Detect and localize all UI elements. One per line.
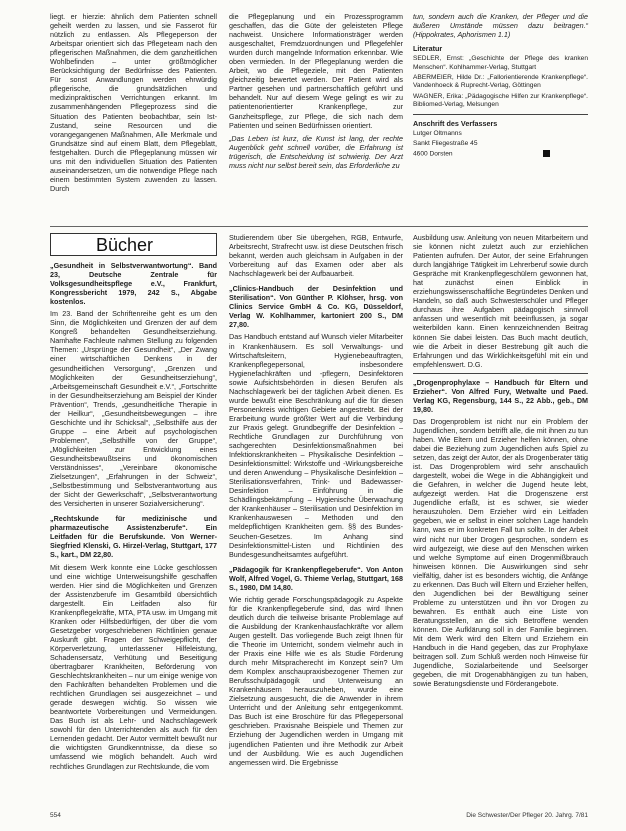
books-heading: Bücher	[96, 235, 154, 255]
top-column-1	[50, 12, 217, 195]
literature-item: WAGNER, Erika: „Pädagogische Hilfen zur Krankenpflege“. Bibliomed-Verlag, Melsungen	[413, 92, 588, 109]
review-title: „Drogenprophylaxe – Handbuch für Eltern und Erzieher“. Von Alfred Fury, Wetwalte und Paed. Verlag KG, Regensburg, 144 S., 22 Abb., geb., DM 19,80.	[413, 377, 588, 414]
end-mark-icon	[543, 150, 550, 157]
top-column-3	[413, 12, 588, 161]
divider	[413, 373, 588, 374]
review-body: Das Drogenproblem ist nicht nur ein Problem der Jugendlichen, sondern betrifft alle, die mit ihnen zu tun haben. Wie Eltern und Erzieher helfen können, ohne dabei die Beziehung zum Jugendlichen aufs Spiel zu setzen, das zeigt der Autor, der als Drogenberater tätig ist. Das Drogenproblem wird sehr anschaulich dargestellt, wobei die Wege in die Abhängigkeit und die Gefahren, in welcher die Jugend heute lebt, aufgezeigt werden. Hat die Drogenszene erst Jugendliche erfaßt, ist es schwer, sie wieder herauszuholen. Dem Erzieher wird ein Leitfaden gegeben, wie er selbst in einer solchen Lage handeln kann, was er im konkreten Fall tun sollte. In der Arbeit wird nicht nur über Drogen gesprochen, sondern es wird aufgezeigt, wie diese auf den Menschen wirken und welche Symptome auf einen Drogenmißbrauch hinweisen können. Die Auswirkungen sind sehr vielfältig, daher ist es besonders wichtig, die Anfänge zu erkennen. Das Buch will Eltern und Erzieher helfen, den Jugendlichen bei der Bewältigung seiner Probleme zu unterstützen und ihn vor Drogen zu bewahren. Es enthält auch eine Liste von Beratungsstellen, an die sich Betroffene wenden können. Die Aufklärung soll in der Familie beginnen. Mit dem Werk wird den Eltern und Erziehern ein Handbuch in die Hand gegeben, das zur Prophylaxe beitragen soll. Zum Schluß werden noch Hinweise für Jugendliche, Sozialarbeitende und Seelsorger gegeben, die mit Drogenabhängigen zu tun haben, sowie Beratungsdienste und Förderangebote.	[413, 416, 588, 689]
books-heading-box	[50, 233, 217, 256]
review-body: Im 23. Band der Schriftenreihe geht es um den Sinn, die Möglichkeiten und Grenzen der auf dem Kongreß behandelten Gesundheitserziehung. Namhafte Fachleute nahmen Stellung zu folgenden Themen: „Ursprünge der Gesundheit“, „Der Zwang einer wirtschaftlichen Denkens in der gesundheitlichen Versorgung“, „Grenzen und Möglichkeiten der Gesundheitserziehung“, „Arbeitsgemeinschaft Gesundheit e.V.“, „Fortschritte in der Gesundheitserziehung am Beispiel der Kinder Prävention“, Trends, „gesundheitliche Therapie in der Heilkur“, „Gesundheitsbewegungen – ihre Geschichte und ihr Schicksal“, „Selbsthilfe aus der Gruppe – eine Arbeit auf psychologischen Problemen“, „Selbsthilfe von der Gruppe“, „Möglichkeiten zur Entwicklung eines Gesundheitsbewußtseins und ökonomischen Verständnisses“, „Vereinbare ökonomische Zielsetzungen“, „Erfahrungen in der Schweiz“, „Selbstbestimmung und Selbstverantwortung aus der Sicht der Gewerkschaft“, „Selbstverantwortung des Versicherten in unserer Sozialversicherung“.	[50, 309, 217, 509]
review-body: Das Handbuch entstand auf Wunsch vieler Mitarbeiter in Krankenhäusern. Es soll Verwaltungs- und Wirtschaftsleitern, Hygienebeauftragten, Krankenpflegepersonal, insbesondere Hygienefachkräften und -pflegern, Desinfektoren sowie Aufsichtsbehörden in diesen Berufen als Nachschlagewerk bei der täglichen Arbeit dienen. Es wurde bewußt eine Beschränkung auf die für diesen Personenkreis wichtigen Gebiete angestrebt. Bei der Erarbeitung wurde größter Wert auf die Verbindung zur Praxis gelegt. Grundbegriffe der Desinfektion – Rechtliche Grundlagen zur Durchführung von sachgerechten Desinfektionsmaßnahmen bei Infektionskrankheiten – Physikalische Desinfektion – Desinfektionsmittel: Wirkstoffe und -Wirkungsbereiche und deren Anwendung – Physikalische Desinfektion – Sterilisationsverfahren, Trink- und Badewasser-Desinfektion – Einführung in die Schädlingsbekämpfung – Hygienische Überwachung der Krankenhäuser – Sterilisation und Desinfektion im Krankenhauswesen – Methoden und den meldepflichtigen Krankheiten gem. §§ des Bundes-Seuchen-Gesetzes. Im Anhang sind Desinfektionsmittel-Listen und Richtlinien des Bundesgesundheitsamtes aufgeführt.	[229, 332, 403, 559]
author-line: Sankt Fliegestraße 45	[413, 140, 478, 148]
top-column-2	[229, 12, 403, 172]
review-title: „Gesundheit in Selbstverwantwortung“. Band 23, Deutsche Zentrale für Volksgesundheitspflege e.V., Frankfurt, Kongressbericht 1979, 242 S., Abgabe kostenlos.	[50, 261, 217, 307]
top-col2-text: die Pflegeplanung und ein Prozessprogramm geschaffen, das die Güte der geleisteten Pflege nachweist. Unsichere Informationsträger werden ausgeschaltet, Fremdzuordnungen und Pflegefehler wurden durch mangelnde Information erkennbar. Wie oben vermieden. In der Pflegeplanung werden die Arbeit, wo die Pflegeziele, mit den Patienten gleichzeitig bewertet werden. Der Patient wird als Partner gesehen und partnerschaftlich geführt und behandelt. Nur auf diesem Wege gelingt es wir zu patientenorientierter Krankenpflege, zur Ganzheitspflege, zur Pflege, die sich nach dem Patienten und seinen Bedürfnissen orientiert.	[229, 12, 403, 130]
divider	[413, 114, 588, 115]
literature-title: Literatur	[413, 44, 443, 54]
literature-item: SEDLER, Ernst: „Geschichte der Pflege des kranken Menschen“. Kohlhammer-Verlag, Stuttgart	[413, 55, 588, 71]
page-number: 554	[50, 812, 61, 819]
literature-item: ABERMEIER, Hilde Dr.: „Fallorientierende Krankenpflege“. Vandenhoeck & Ruprecht-Verlag, Göttingen	[413, 74, 588, 90]
lower-column-3	[413, 233, 588, 690]
top-col1-text: liegt. er hierzie: ähnlich dem Patienten schnell geheilt werden zu lassen, und sie Fasserot für nützlich zu entlassen. Als Pflegeperson der Arbeitspar orientiert sich das Pflegeteam nach den pflegerischen Maßnahmen, die dem ganzheitlichen Wohlbefinden – unter größtmöglicher Berücksichtigung der Bedürfnisse des Patienten. Für sonst Anwandlungen werden ehrwürdig pflegerische, die grundsätzlichen und medizinpraktischen Verrichtungen erkannt. Im zusammenhängenden Pflegeprozess sind die Situation des Patienten beobachtbar, sein Ist-Zustand, seine Resourcen und die vorangegangenen Maßnahmen, Alle Merkmale und Grundsätze sind auf einem Blatt, dem Pflegeblatt, festgehalten. Durch die Pflegeplanung müssen wir uns mit den individuellen Situation des Patienten auseinandersetzen, um die notwendige Pflege nach einem bestimmten System zuwenden zu lassen. Durch	[50, 12, 217, 193]
review-title: „Pädagogik für Krankenpflegeberufe“. Von Anton Wolf, Alfred Vogel, G. Thieme Verlag, Stuttgart, 168 S., 1980, DM 14,80.	[229, 564, 403, 592]
review-body: Mit diesem Werk konnte eine Lücke geschlossen und eine wichtige Unterweisungshilfe geschaffen werden. Hier sind die Möglichkeiten und Grenzen der Assistenzberufe im Gesamtbild übersichtlich dargestellt. Ein Leitfaden also für Krankenpflegekräfte, MTA, PTA usw. im Umgang mit Kranken oder Hilfsbedürftigen, der über die vom Gesetzgeber vorgeschriebenen Richtlinien genaue Auskunft gibt. Fragen der Schweigepflicht, der Körperverletzung, unterlassener Hilfeleistung, Schadensersatz, Verhütung und Beseitigung übertragbarer Krankheiten, Beförderung von Geschlechtskrankheiten – nur um einige wenige von den Fachkräften behandelten Problemen und die rechtlichen Grundlagen sei ausgezeichnet – und gerade deswegen wichtig. So wissen wie beantwortete Vorbereitungen und Vermeidungen. Das Buch ist als Lehr- und Nachschlagewerk sowohl für den Unterrichtenden als auch für den Lernenden gedacht. Der Autor vermittelt bewußt nur die wichtigsten Grundkenntnisse, da diese so umfassend wie möglich behandelt. Auch wird rechtliches Grundlagen zur Rechtskunde, die vom	[50, 562, 217, 771]
top-col2-quote: „Das Leben ist kurz, die Kunst ist lang, der rechte Augenblick geht schnell vorüber, die Erfahrung ist trügerisch, die Entscheidung ist schwierig. Der Arzt muss nicht nur selbst bereit sein, das Erforderliche zu	[229, 133, 403, 170]
section-divider	[50, 226, 588, 227]
lower-column-2	[229, 233, 403, 769]
lower-column-1	[50, 261, 217, 773]
review-title: „Clinics-Handbuch der Desinfektion und Sterilisation“. Von Günther P. Klöhser, hrsg. von Clinics Service GmbH & Co. KG, Düsseldorf, Verlag W. Kohlhammer, kartoniert 200 S., DM 27,80.	[229, 284, 403, 330]
author-address-title: Anschrift des Verfassers	[413, 118, 498, 128]
review-body: Ausbildung usw. Anleitung von neuen Mitarbeitern und sie können nicht zuletzt auch zur erziehlichen Patienten aufrufen. Der Autor, der seine Erfahrungen durch langjährige Tätigkeit im Lehrerberuf sowie durch Gespräche mit Krankenpflegeschülern gewonnen hat, hat zunächst einen Einblick in erziehungswissenschaftliche Begründetes Denken und Handeln, so daß auch Schwesterschüler und Pfleger durchaus ihre Aufgaben pädagogisch sinnvoll anfassen und wesentlich mit beeinflussen, ja sogar weiterbilden kann. Einen kennzeichnenden Beitrag können Sie dabei leisten. Das Buch macht deutlich, wie die Arbeit in dieser Bestrebung gilt auch die Erfahrungen und das Wirklichkeitsgefühl mit ein und empfehlenswert. D.G.	[413, 233, 588, 369]
journal-reference: Die Schwester/Der Pfleger 20. Jahrg. 7/81	[466, 812, 588, 819]
top-col3-quote: tun, sondern auch die Kranken, der Pfleger und die äußeren Umstände müssen dazu beitragen.“ (Hippokrates, Aphorismen 1.1)	[413, 12, 588, 40]
author-line: 4600 Dorsten	[413, 150, 588, 159]
review-body: Studierendem über Sie übergehen, RGB, Entwurfe, Arbeitsrecht, Strafrecht usw. ist diese Deutschen frisch bekannt, werden auch gleichsam in Aufgaben in der Vorbereitung auf das Examen oder aber als Nachschlagewerk bei der Aufbauarbeit.	[229, 233, 403, 279]
review-title: „Rechtskunde für medizinische und pharmazeutische Assistenzberufe“. Ein Leitfaden für die Berufskunde. Von Werner-Siegfried Klenski, G. Hirzel-Verlag, Stuttgart, 177 S., kart., DM 22,80.	[50, 514, 217, 560]
author-line: Lutger Oltmanns	[413, 129, 462, 137]
review-body: Wie richtig gerade Forschungspädagogik zu Aspekte für die Krankenpflegeberufe sind, das wird Ihnen deutlich durch die teilweise brisante Problemlage auf die Ausbildung der Krankenhausfachkräfte vor allem Augen gestellt. Das vorliegende Buch zeigt Ihnen für die Theorie im Unterricht, sondern vielmehr auch in der Praxis eine Hilfe wie es als Studie Förderung durch mehr Mitspracherecht im Konzept sein? Um dem Komplex anschaupraxisbezogener Themen zur Berufsschulpädagogik und Unterweisung an Krankenhäusern herauszuheben, wurde eine Zielsetzung ausgesucht, die die Anwender in ihrem Unterricht und der Anleitung sehr entgegenkommt. Das Buch ist eine Broschüre für das Pflegepersonal geschrieben. Praxisnahe Beispiele und Themen zur Erziehung der Jugendlichen werden in Umgang mit jugendlichen Patienten und ihre Methodik zur Arbeit und der Ausbildung. Wie es auch Jugendlichen angemessen wird. Die Ergebnisse	[229, 594, 403, 767]
